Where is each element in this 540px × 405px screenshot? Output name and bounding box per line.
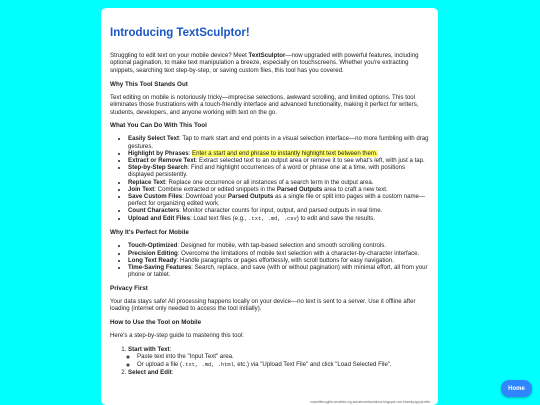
list-item: • Extract or Remove Text: Extract selected text to an output area or remove it to see what's left, with just a tap. xyxy=(128,157,429,164)
list-item: • Join Text: Combine extracted or edited snippets in the Parsed Outputs area to craft a new text. xyxy=(128,186,429,193)
howto-intro: Here's a step-by-step guide to mastering this tool: xyxy=(110,332,244,340)
privacy-heading: Privacy First xyxy=(110,284,148,292)
list-item: ◦ Or upload a file (.txt, .md, .html, etc.) via "Upload Text File" and click "Load Selected File". xyxy=(137,361,429,369)
list-item: • Replace Text: Replace one occurrence or all instances of a search term in the output area. xyxy=(128,179,429,186)
list-item: ◦ Paste text into the "Input Text" area. xyxy=(137,353,429,360)
list-item: • Count Characters: Monitor character counts for input, output, and parsed outputs in real time. xyxy=(128,207,429,214)
list-item: • Precision Editing: Overcome the limitations of mobile text selection with a character-by-character interface. xyxy=(128,250,429,257)
howto-heading: How to Use the Tool on Mobile xyxy=(110,319,202,327)
content-card xyxy=(101,8,438,405)
page-title: Introducing TextSculptor! xyxy=(110,27,250,39)
list-item: • Upload and Edit Files: Load text files (e.g., .txt, .md, .csv) to edit and save the results. xyxy=(128,215,429,223)
sub-list xyxy=(128,353,429,368)
features-heading: What You Can Do With This Tool xyxy=(110,122,207,130)
intro-text-rest: —now upgraded with powerful features, including optional pagination, to make text manipulation a breeze, especially on touchscreens. Whether you're extracting snippets, searching text step-by-step, or saving custom files, this tool has you covered. xyxy=(110,52,419,74)
why-heading: Why This Tool Stands Out xyxy=(110,80,188,88)
list-item: • Easily Select Text: Tap to mark start and end points in a visual selection interface—no more fumbling with drag gestures. xyxy=(128,135,429,149)
list-item: • Highlight by Phrases: Enter a start and end phrase to instantly highlight text between them. xyxy=(128,150,429,157)
intro-paragraph xyxy=(110,52,429,74)
list-item: • Step-by-Step Search: Find and highlight occurrences of a word or phrase one at a time, with positions displayed persistently. xyxy=(128,164,429,178)
mobile-list xyxy=(110,242,429,278)
footer-link[interactable]: mywebthoughts.neocities.org autoshewebsolutions.blogspot.com bluesky.app/profile/... xyxy=(310,400,433,404)
howto-steps xyxy=(110,346,429,376)
list-item: • Touch-Optimized: Designed for mobile, with tap-based selection and smooth scrolling controls. xyxy=(128,242,429,249)
home-button[interactable]: Home xyxy=(501,380,532,397)
why-paragraph: Text editing on mobile is notoriously tricky—imprecise selections, awkward scrolling, and limited options. This tool eliminates those frustrations with a touch-friendly interface and advanced functionality, making it perfect for writers, students, developers, and anyone working with text on the go. xyxy=(110,93,419,116)
list-item: • Time-Saving Features: Search, replace, and save (with or without pagination) with minimal effort, all from your phone or tablet. xyxy=(128,264,429,278)
privacy-paragraph: Your data stays safe! All processing happens locally on your device—no text is sent to a server. Use it offline after loading (internet only needed to access the tool initially). xyxy=(110,297,416,313)
intro-text: Struggling to edit text on your mobile device? Meet xyxy=(110,52,249,59)
list-item: 2. Select and Edit: xyxy=(128,369,429,376)
list-item: 1. Start with Text: ◦ Paste text into the "Input Text" area. ◦ Or upload a file (.txt, .md, .html, etc.) via "Upload Text File" and click "Load Selected File". xyxy=(128,346,429,369)
highlighted-text: Enter a start and end phrase to instantly highlight text between them. xyxy=(192,149,378,157)
intro-brand: TextSculptor xyxy=(248,52,286,59)
list-item: • Save Custom Files: Download your Parsed Outputs as a single file or split into pages with a custom name—perfect for organizing edited work. xyxy=(128,193,429,207)
features-list xyxy=(110,135,429,222)
list-item: • Long Text Ready: Handle paragraphs or pages effortlessly, with scroll buttons for easy navigation. xyxy=(128,257,429,264)
mobile-heading: Why It's Perfect for Mobile xyxy=(110,229,189,237)
